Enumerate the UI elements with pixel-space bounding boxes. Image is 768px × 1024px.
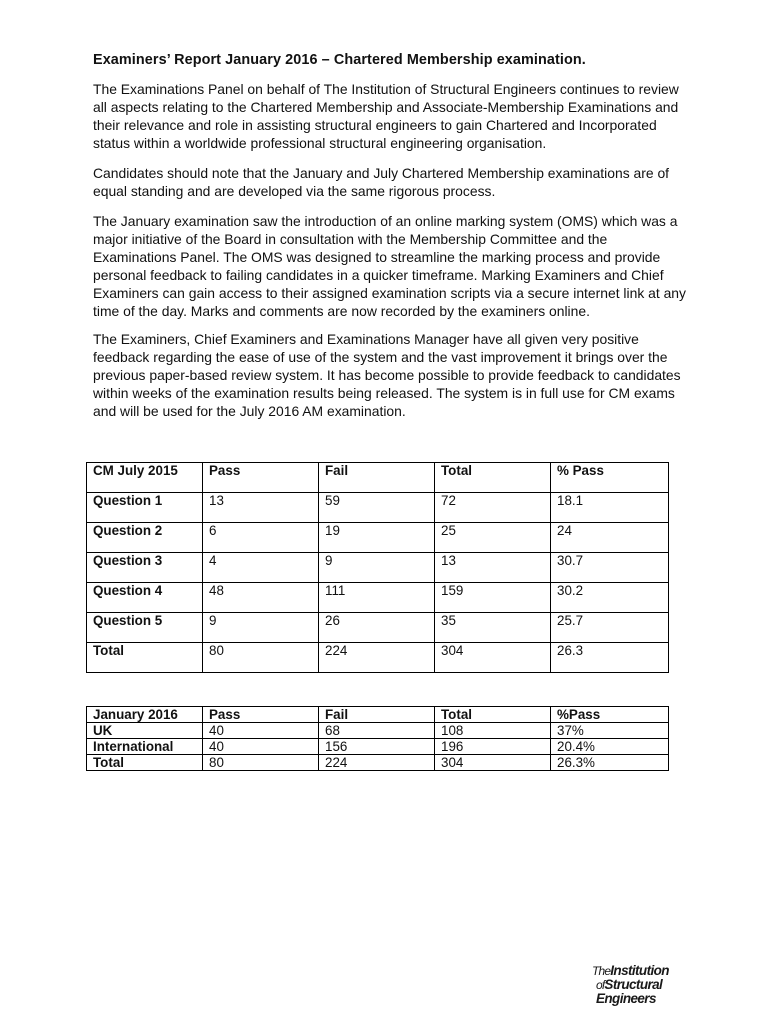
- row-label: Question 5: [87, 613, 203, 643]
- table-cell: 9: [319, 553, 435, 583]
- row-label: Total: [87, 755, 203, 771]
- paragraph-intro: The Examinations Panel on behalf of The Institution of Structural Engineers continues to review all aspects relating to the Chartered Membership and Associate-Membership Examinations and their relevance and role in assisting structural engineers to gain Chartered and Incorporated status within a worldwide professional structural engineering organisation.: [93, 81, 679, 151]
- table-cell: 111: [319, 583, 435, 613]
- table-cell: 224: [319, 755, 435, 771]
- table-cell: 40: [203, 723, 319, 739]
- paragraph-oms: The January examination saw the introduction of an online marking system (OMS) which was a major initiative of the Board in consultation with the Membership Committee and the Examinations Panel. The OMS was designed to streamline the marking process and provide personal feedback to failing candidates in a quicker timeframe. Marking Examiners and Chief Examiners can gain access to their assigned examination scripts via a secure internet link at any time of the day. Marks and comments are now recorded by the examiners online.: [93, 213, 686, 319]
- table-row: [87, 739, 669, 755]
- table-cell: 304: [435, 643, 551, 673]
- paragraph-standing: Candidates should note that the January and July Chartered Membership examinations are of equal standing and are developed via the same rigorous process.: [93, 165, 670, 199]
- table-header-cell: Total: [435, 707, 551, 723]
- table-cell: 20.4%: [551, 739, 669, 755]
- logo-word-institution: Institution: [610, 963, 669, 978]
- table-cell: 224: [319, 643, 435, 673]
- table-header-cell: January 2016: [87, 707, 203, 723]
- table-cell: 19: [319, 523, 435, 553]
- page-title: Examiners’ Report January 2016 – Chartered Membership examination.: [93, 52, 586, 68]
- table-row-total: [87, 643, 669, 673]
- logo-word-of: of: [596, 978, 605, 992]
- table-cell: 159: [435, 583, 551, 613]
- table-header-cell: Pass: [203, 463, 319, 493]
- table-cell: 35: [435, 613, 551, 643]
- table-cell: 6: [203, 523, 319, 553]
- table-header-cell: Pass: [203, 707, 319, 723]
- table-cell: 25.7: [551, 613, 669, 643]
- table-header-cell: %Pass: [551, 707, 669, 723]
- results-table-january-2016: [86, 706, 669, 771]
- table-cell: 4: [203, 553, 319, 583]
- table-header-cell: Fail: [319, 707, 435, 723]
- table-cell: 68: [319, 723, 435, 739]
- table-row: [87, 583, 669, 613]
- table-header-cell: Total: [435, 463, 551, 493]
- table-header-cell: Fail: [319, 463, 435, 493]
- table-cell: 25: [435, 523, 551, 553]
- table-cell: 13: [203, 493, 319, 523]
- table-row: [87, 723, 669, 739]
- table-row: [87, 493, 669, 523]
- row-label: UK: [87, 723, 203, 739]
- table-cell: 80: [203, 755, 319, 771]
- logo-line-2: [592, 978, 692, 992]
- table-row: [87, 523, 669, 553]
- paragraph-feedback: The Examiners, Chief Examiners and Examinations Manager have all given very positive feedback regarding the ease of use of the system and the vast improvement it brings over the previous paper-based review system. It has become possible to provide feedback to candidates within weeks of the examination results being released. The system is in full use for CM exams and will be used for the July 2016 AM examination.: [93, 331, 681, 419]
- table-cell: 26: [319, 613, 435, 643]
- logo-word-the: The: [592, 964, 611, 978]
- results-table-july-2015: [86, 462, 669, 673]
- table-row-total: [87, 755, 669, 771]
- table-cell: 80: [203, 643, 319, 673]
- table-header-cell: % Pass: [551, 463, 669, 493]
- row-label: Question 1: [87, 493, 203, 523]
- table-cell: 26.3: [551, 643, 669, 673]
- table-cell: 108: [435, 723, 551, 739]
- table-cell: 13: [435, 553, 551, 583]
- table-header-cell: CM July 2015: [87, 463, 203, 493]
- table-cell: 59: [319, 493, 435, 523]
- table-cell: 24: [551, 523, 669, 553]
- table-row: [87, 613, 669, 643]
- row-label: Question 2: [87, 523, 203, 553]
- table-cell: 40: [203, 739, 319, 755]
- logo-line-3: Engineers: [596, 991, 656, 1006]
- institution-logo: [592, 964, 692, 1006]
- row-label: Question 4: [87, 583, 203, 613]
- table-cell: 30.2: [551, 583, 669, 613]
- table-cell: 72: [435, 493, 551, 523]
- table-header-row: [87, 463, 669, 493]
- table-cell: 9: [203, 613, 319, 643]
- table-header-row: [87, 707, 669, 723]
- table-cell: 304: [435, 755, 551, 771]
- row-label: International: [87, 739, 203, 755]
- table-cell: 30.7: [551, 553, 669, 583]
- logo-word-structural: Structural: [604, 977, 663, 992]
- table-cell: 26.3%: [551, 755, 669, 771]
- table-cell: 37%: [551, 723, 669, 739]
- logo-line-1: [592, 964, 692, 978]
- table-cell: 156: [319, 739, 435, 755]
- table-cell: 18.1: [551, 493, 669, 523]
- table-cell: 48: [203, 583, 319, 613]
- table-row: [87, 553, 669, 583]
- row-label: Total: [87, 643, 203, 673]
- row-label: Question 3: [87, 553, 203, 583]
- table-cell: 196: [435, 739, 551, 755]
